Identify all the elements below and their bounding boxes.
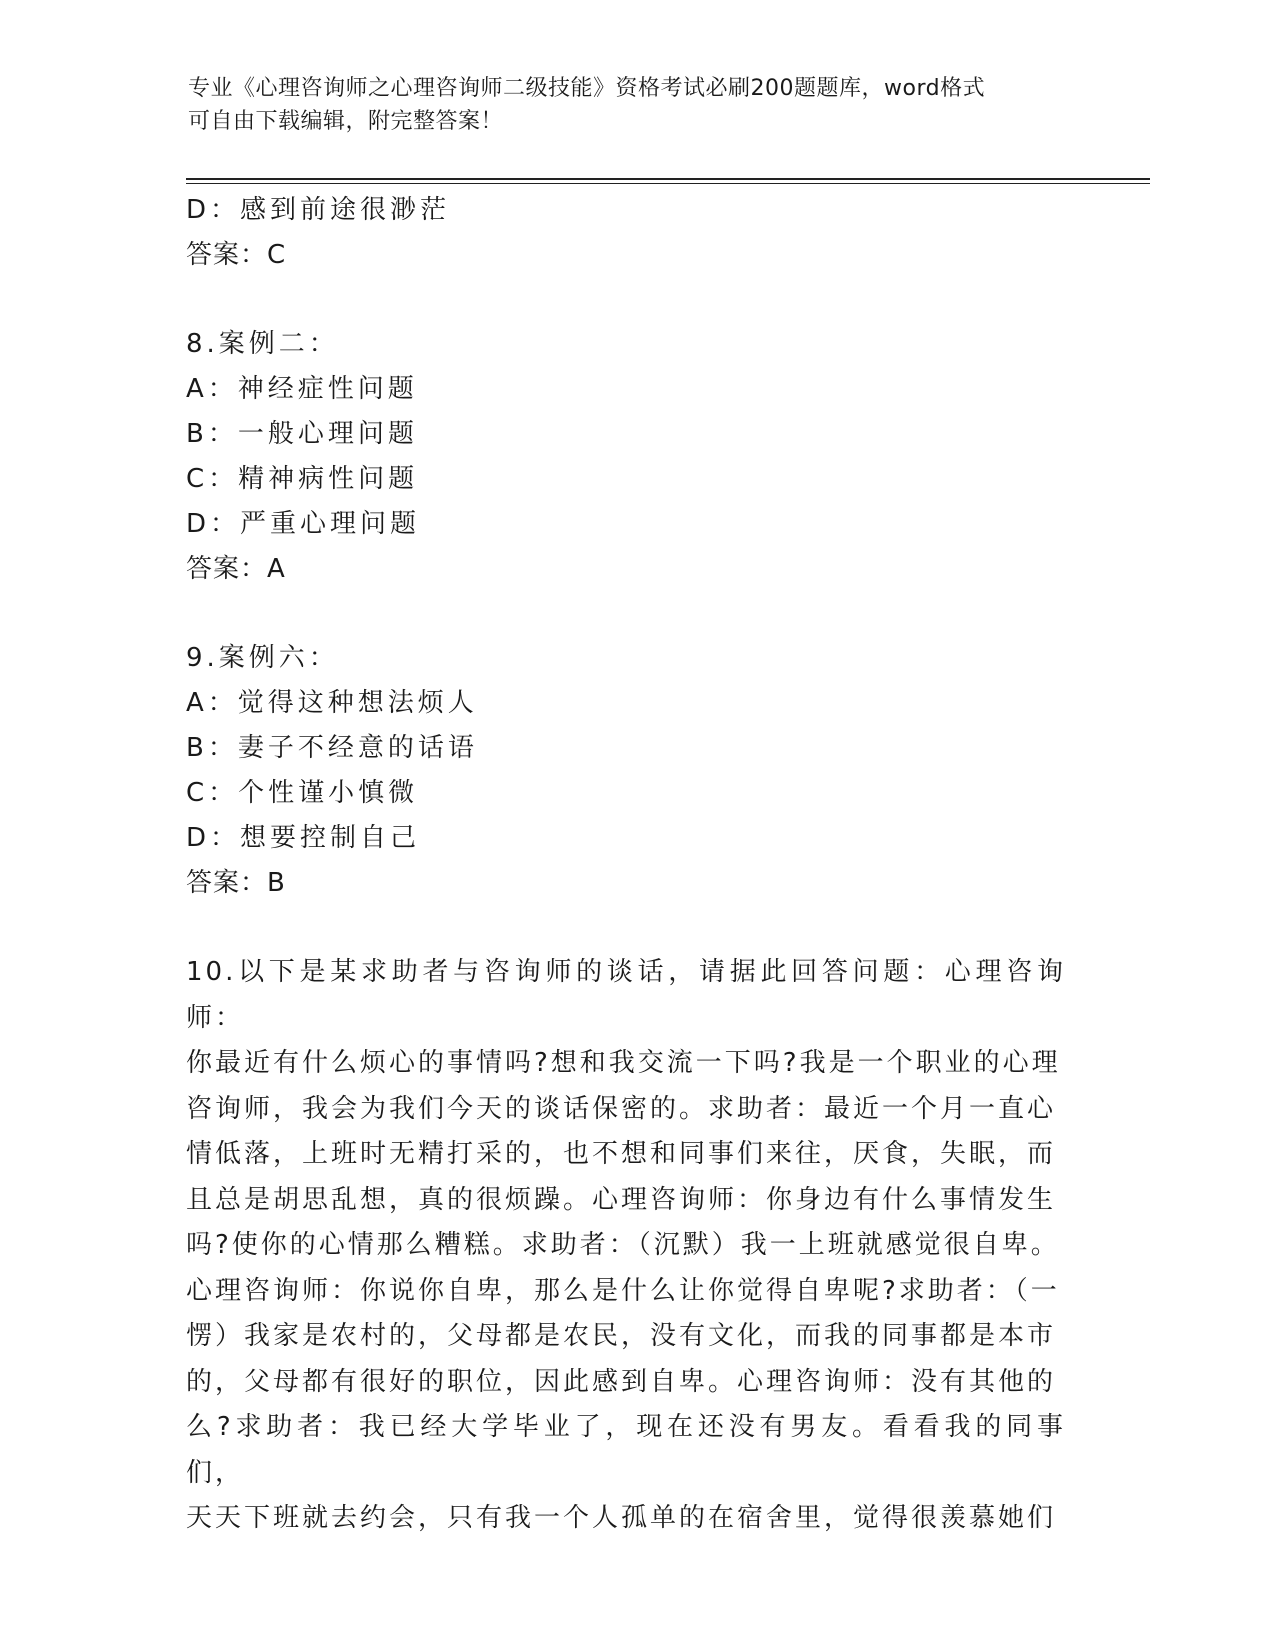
q8-option-b: B：一般心理问题 [186,419,418,449]
q9-option-d: D：想要控制自己 [186,823,421,853]
q10-line: 吗?使你的心情那么糟糕。求助者：（沉默）我一上班就感觉很自卑。 [186,1230,1060,1260]
spacer [186,592,1076,636]
header-divider-thin [186,183,1150,184]
q8-option-d: D：严重心理问题 [186,509,421,539]
q8-option-a: A：神经症性问题 [186,374,418,404]
q9-option-c: C：个性谨小慎微 [186,778,419,808]
q9-answer: 答案：B [186,868,286,898]
q10-line: 愣）我家是农村的，父母都是农民，没有文化，而我的同事都是本市 [186,1321,1057,1351]
header-divider-thick [186,178,1150,180]
header-title-line-2: 可自由下载编辑，附完整答案！ [188,109,504,134]
spacer [186,906,1076,950]
page-header [188,72,1068,138]
q8-option-c: C：精神病性问题 [186,464,419,494]
q10-line: 的，父母都有很好的职位，因此感到自卑。心理咨询师：没有其他的 [186,1366,1057,1397]
q10-line: 咨询师，我会为我们今天的谈话保密的。求助者：最近一个月一直心 [186,1093,1057,1124]
spacer [186,278,1076,322]
q9-option-a: A：觉得这种想法烦人 [186,688,478,718]
q10-line: 心理咨询师：你说你自卑，那么是什么让你觉得自卑呢?求助者：（一 [186,1275,1060,1306]
question-content [186,188,1076,1542]
q10-question-text [186,950,1066,1542]
q8-title: 8.案例二： [186,329,339,359]
q9-option-b: B：妻子不经意的话语 [186,733,478,763]
q10-line: 天天下班就去约会，只有我一个人孤单的在宿舍里，觉得很羡慕她们 [186,1503,1057,1533]
q10-line: 么?求助者：我已经大学毕业了，现在还没有男友。看看我的同事们， [186,1412,1066,1488]
q10-line: 且总是胡思乱想，真的很烦躁。心理咨询师：你身边有什么事情发生 [186,1184,1057,1215]
q7-answer: 答案：C [186,240,287,270]
q9-title: 9.案例六： [186,643,339,673]
header-title-line-1: 专业《心理咨询师之心理咨询师二级技能》资格考试必刷200题题库，word格式 [188,76,986,101]
q10-line: 10.以下是某求助者与咨询师的谈话，请据此回答问题：心理咨询师： [186,957,1066,1033]
q10-line: 情低落，上班时无精打采的，也不想和同事们来往，厌食，失眠，而 [186,1139,1057,1169]
q8-answer: 答案：A [186,554,286,584]
q7-option-d: D：感到前途很渺茫 [186,195,451,225]
q10-line: 你最近有什么烦心的事情吗?想和我交流一下吗?我是一个职业的心理 [186,1048,1061,1078]
